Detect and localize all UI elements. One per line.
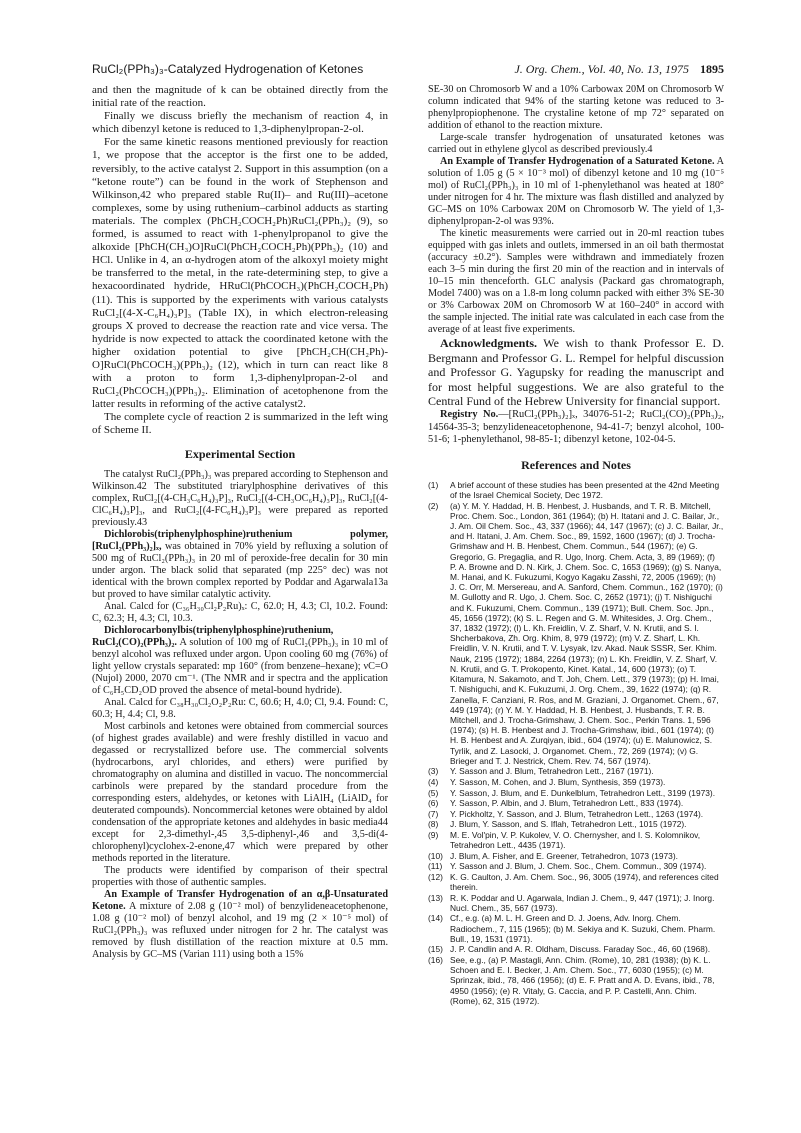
reference-text: J. Blum, Y. Sasson, and S. Iflah, Tetrahedron Lett., 1015 (1972). xyxy=(450,819,687,830)
section-heading-experimental: Experimental Section xyxy=(184,446,296,461)
reference-item xyxy=(428,913,724,944)
reference-item xyxy=(428,501,724,766)
reference-number: (6) xyxy=(428,798,439,809)
reference-item xyxy=(428,830,724,850)
reference-text: Y. Sasson and J. Blum, J. Chem. Soc., Chem. Commun., 309 (1974). xyxy=(450,861,707,872)
reference-item xyxy=(428,944,724,954)
paragraph: Finally we discuss briefly the mechanism of reaction 4, in which dibenzyl ketone is reduced to 1,3-diphenylpropan-2-ol. xyxy=(92,110,388,136)
reference-item xyxy=(428,893,724,913)
paragraph-text: A mixture of 2.08 g (10⁻² mol) of benzylideneacetophenone, 1.08 g (10⁻² mol) of benzyl alcohol, and 19 mg (2 × 10⁻⁵ mol) of RuCl₂(PPh₃)₃ was refluxed under nitrogen for 2 hr. The catalyst was removed by flush distillation of the reaction mixture at 0.5 mm. Analysis by GC–MS (Varian 111) using both a 15% xyxy=(92,900,388,960)
journal-name: J. Org. Chem., Vol. 40, No. 13, 1975 xyxy=(514,62,689,76)
reference-number: (12) xyxy=(428,871,443,882)
reference-text: R. K. Poddar and U. Agarwala, Indian J. Chem., 9, 447 (1971); J. Inorg. Nucl. Chem., 35, 567 (1973). xyxy=(450,892,715,913)
reference-number: (3) xyxy=(428,766,439,777)
registry-heading: Registry No. xyxy=(440,408,499,420)
reference-number: (2) xyxy=(428,500,439,511)
paragraph: SE-30 on Chromosorb W and a 10% Carbowax 20M on Chromosorb W column indicated that 94% of the starting ketone was reduced to 3-phenylpropiophenone. The crystaline ketone of mp 72° separated on addition of ethanol to the reaction mixture. xyxy=(428,84,724,131)
paragraph: Most carbinols and ketones were obtained from commercial sources (of highest grades available) and were freshly distilled in vacuo and degassed or recrystallized before use. The commercial solvents (hydrocarbons, aryl chlorides, and ethers) were purified by chromatography on alumina and distilled in vacuo. The noncommercial carbinols were prepared by the standard procedure from the corresponding esters, aldehydes, or ketones with LiAlH₄ (LiAlD₄ for deuterated compounds). Noncommercial ketones were obtained by aldol condensation of the appropriate ketones and aldehydes in basic media44 except for 2,3-dimethyl-,45 3,5-diphenyl-,46 and 3,5-di(4-chlorophenyl)cyclohex-2-enone,47 which were prepared by other methods reported in the literature. xyxy=(92,720,388,864)
paragraph: For the same kinetic reasons mentioned previously for reaction 1, we propose that the acceptor is the first one to be added, reversibly, to the active catalyst 2. Support in this assumption (on a “ketone route”) can be found in the work of Stephenson and Wilkinson,42 who prepared stable Ru(II)– and Ru(III)–acetone complexes, some by using ruthenium–carbinol adducts as starting materials. The complex (PhCH₂COCH₂Ph)RuCl₂(PPh₃)₂ (9), so formed, is assumed to react with 1-phenylpropanol to give the alkoxide [PhCH(CH₃)O]RuCl(PhCH₂COCH₂Ph)(PPh₃)₂ (10) and HCl. Unlike in 4, an α-hydrogen atom of the alkoxyl moiety might be transferred to the metal, in the rate-determining step, to give a hexacoordinated hydride, HRuCl(PhCOCH₃)(PhCH₂COCH₂Ph) (11). This is supported by the experiments with various catalysts RuCl₂[(4-X-C₆H₄)₃P]₃ (Table IX), in which electron-releasing groups X proved to decrease the reaction rate and vice versa. The hydride is now expected to attack the coordinated ketone with the higher oxidation potential to give [PhCH₂CH(CH₂Ph)-O]RuCl(PhCOCH₃)(PPh₃)₂ (12), which in turn can react like 8 with a proton to form 1,3-diphenylpropan-2-ol and RuCl₂(PhCOCH₃)(PPh₃)₂. Elimination of acetophenone from the latter results in reforming of the active catalyst2. xyxy=(92,136,388,411)
reference-text: (a) Y. M. Y. Haddad, H. B. Henbest, J. Husbands, and T. R. B. Mitchell, Proc. Chem. Soc., London, 361 (1964); (b) H. Itatani and J. C. Bailar, Jr., J. Am. Oil Chem. Soc., 43, 337 (1966); 44, 147 (1967); (c) J. C. Bailar, Jr., and H. Itatani, J. Am. Chem. Soc., 89, 1592, 1600 (1967); (d) J. Trocha-Grimshaw and H. B. Henbest, Chem. Commun., 544 (1967); (e) G. Gregorio, G. Pregaglia, and R. Ugo, Inorg. Chem. Acta, 3, 89 (1969); (f) P. A. Browne and D. N. Kirk, J. Chem. Soc. C, 1653 (1969); (g) S. Nanya, M. Hanai, and K. Fukuzumi, Kogyo Kagaku Zasshi, 72, 2005 (1969); (h) J. C. Orr, M. Mersereau, and A. Sanford, Chem. Commun., 162 (1970); (i) M. Gullotty and R. Ugo, J. Chem. Soc. C, 2652 (1971); (j) T. Nishiguchi and K. Fukuzumi, Chem. Commun., 139 (1971); Bull. Chem. Soc. Jpn., 45, 1656 (1972); (k) S. L. Regen and G. M. Whitesides, J. Org. Chem., 37, 1832 (1972); (l) L. Kh. Freidlin, V. Z. Sharf, V. N. Krutii, and S. I. Shcherbakova, Zh. Org. Khim, 8, 979 (1972); (m) V. Z. Sharf, L. Kh. Freidlin, V. N. Krutii, and T. V. Lysyak, Izv. Akad. Nauk SSSR, Ser. Khim. Nauk, 2195 (1972); 1884, 2264 (1973); (n) L. Kh. Freidlin, V. Z. Sharf, V. N. Krutii, and G. T. Prokopento, Kinet. Katal., 14, 600 (1973); (o) T. Kitamura, N. Sakamoto, and T. Joh, Chem. Lett., 379 (1973); (p) H. Imai, T. Nishiguchi, and K. Fukuzumi, J. Org. Chem., 39, 1622 (1974); (q) R. Zanella, F. Canziani, R. Ros, and M. Graziani, J. Organomet. Chem., 67, 449 (1974); (r) Y. M. Y. Haddad, H. B. Henbest, J. Husbands, T. R. B. Mitchell, and J. Trocha-Grimshaw, J. Chem. Soc., Perkin Trans. 1, 596 (1974); (s) H. B. Henbest and J. Trocha-Grimshaw, ibid., 601 (1974); (t) H. B. Henbest and A. Zurqiyan, ibid., 604 (1974); (u) E. Malunowicz, S. Tyrlik, and Z. Lasocki, J. Organomet. Chem., 72, 269 (1974); (v) G. Brieger and T. J. Nestrick, Chem. Rev. 74, 567 (1974). xyxy=(450,500,724,766)
reference-number: (7) xyxy=(428,808,439,819)
paragraph: The complete cycle of reaction 2 is summarized in the left wing of Scheme II. xyxy=(92,411,388,437)
reference-number: (4) xyxy=(428,776,439,787)
experimental-section xyxy=(92,469,388,961)
reference-text: Y. Pickholtz, Y. Sasson, and J. Blum, Tetrahedron Lett., 1263 (1974). xyxy=(450,808,704,819)
registry-text: —[RuCl₂(PPh₃)₂]ₓ, 34076-51-2; RuCl₂(CO)₂(PPh₃)₂, 14564-35-3; benzylideneacetophenone, 94-41-7; benzyl alcohol, 100-51-6; 1-phenylethanol, 98-85-1; dibenzyl ketone, 102-04-5. xyxy=(428,408,725,446)
reference-text: Y. Sasson, J. Blum, and E. Dunkelblum, Tetrahedron Lett., 3199 (1973). xyxy=(450,787,716,798)
paragraph-text: A solution of 100 mg of RuCl₂(PPh₃)₃ in 10 ml of benzyl alcohol was refluxed under argon. Upon cooling 60 mg (76%) of light yellow crystals separated: mp 160° (from benzene–hexane); νC=O (Nujol) 2000, 2070 cm⁻¹. (The NMR and ir spectra and the application of C₆H₅CD₂OD proved the absence of metal-bound hydride). xyxy=(92,636,388,696)
paragraph xyxy=(92,529,388,601)
acknowledgments-text: We wish to thank Professor E. D. Bergmann and Professor G. L. Rempel for helpful discussion and Professor G. Yagupsky for reading the manuscript and for most helpful suggestions. We are also grateful to the Central Fund of the Hebrew University for financial support. xyxy=(428,336,724,409)
reference-number: (8) xyxy=(428,819,439,830)
reference-number: (10) xyxy=(428,850,443,861)
reference-item xyxy=(428,777,724,787)
reference-text: A brief account of these studies has been presented at the 42nd Meeting of the Israel Chemical Society, Dec 1972. xyxy=(450,479,720,501)
reference-text: K. G. Caulton, J. Am. Chem. Soc., 96, 3005 (1974), and references cited therein. xyxy=(450,871,719,893)
reference-item xyxy=(428,872,724,892)
reference-item xyxy=(428,809,724,819)
reference-item xyxy=(428,788,724,798)
reference-item xyxy=(428,480,724,500)
run-in-heading: An Example of Transfer Hydrogenation of a Saturated Ketone. xyxy=(440,156,715,167)
reference-text: Y. Sasson and J. Blum, Tetrahedron Lett., 2167 (1971). xyxy=(450,766,654,777)
right-column xyxy=(428,84,724,1006)
paragraph: The products were identified by comparison of their spectral properties with those of authentic samples. xyxy=(92,864,388,888)
paragraph: Anal. Calcd for (C₃₆H₃₀Cl₂P₂Ru)ₓ: C, 62.0; H, 4.3; Cl, 10.2. Found: C, 62.3; H, 4.3; Cl, 10.3. xyxy=(92,600,388,624)
reference-text: J. P. Candlin and A. R. Oldham, Discuss. Faraday Soc., 46, 60 (1968). xyxy=(450,944,711,955)
run-in-heading: An Example of Transfer Hydrogenation of an α,β-Unsaturated Ketone. xyxy=(92,888,388,912)
run-in-heading: Dichlorobis(triphenylphosphine)ruthenium polymer, [RuCl₂(PPh₃)₂]ₓ, xyxy=(92,528,388,552)
paragraph xyxy=(92,625,388,697)
reference-text: Y. Sasson, P. Albin, and J. Blum, Tetrahedron Lett., 833 (1974). xyxy=(450,798,684,809)
reference-number: (14) xyxy=(428,913,443,924)
article-running-title: RuCl₂(PPh₃)₃-Catalyzed Hydrogenation of Ketones xyxy=(92,62,364,76)
paragraph: Anal. Calcd for C₃₈H₃₀Cl₂O₂P₂Ru: C, 60.6; H, 4.0; Cl, 9.4. Found: C, 60.3; H, 4.4; Cl, 9.8. xyxy=(92,696,388,720)
run-in-heading: Dichlorocarbonylbis(triphenylphosphine)ruthenium, RuCl₂(CO)₂(PPh₃)₂. xyxy=(92,624,334,648)
paragraph: and then the magnitude of k can be obtained directly from the initial rate of the reaction. xyxy=(92,84,388,110)
acknowledgments-heading: Acknowledgments. xyxy=(440,336,538,350)
paragraph xyxy=(428,156,724,228)
reference-text: See, e.g., (a) P. Mastagli, Ann. Chim. (Rome), 10, 281 (1938); (b) K. L. Schoen and E. I. Becker, J. Am. Chem. Soc., 77, 6030 (1955); (c) M. Sprinzak, ibid., 78, 466 (1956); (d) E. F. Pratt and A. D. Evans, ibid., 78, 4950 (1956); (e) R. Vitaly, G. Caccia, and P. P. Castelli, Ann. Chim. (Rome), 62, 315 (1972). xyxy=(450,955,715,1006)
reference-text: Cf., e.g. (a) M. L. H. Green and D. J. Joens, Adv. Inorg. Chem. Radiochem., 7, 115 (1965); (b) M. Sekiya and K. Suzuki, Chem. Pharm. Bull., 19, 1531 (1971). xyxy=(450,913,716,944)
references-heading: References and Notes xyxy=(521,457,631,472)
reference-number: (11) xyxy=(428,861,443,872)
paragraph: The catalyst RuCl₂(PPh₃)₃ was prepared according to Stephenson and Wilkinson.42 The substituted triarylphosphine derivatives of this complex, RuCl₂[(4-CH₃C₆H₄)₃P]₃, RuCl₂[(4-CH₃OC₆H₄)₃P]₃, RuCl₂[(4-ClC₆H₄)₃P]₃, and RuCl₂[(4-FC₆H₄)₃P]₃ were prepared as reported previously.43 xyxy=(92,468,388,528)
reference-number: (9) xyxy=(428,829,439,840)
paragraph-text: A solution of 1.05 g (5 × 10⁻³ mol) of dibenzyl ketone and 10 mg (10⁻⁵ mol) of RuCl₂(PPh₃)₃ in 10 ml of 1-phenylethanol was heated at 180° under nitrogen for 4 hr. The mixture was flash distilled and analyzed by GC–MS on 10% Carbowax 20M on Chromosorb W. The yield of 1,3-diphenylpropan-2-ol was 93%. xyxy=(428,156,724,227)
reference-item xyxy=(428,819,724,829)
paragraph: Large-scale transfer hydrogenation of unsaturated ketones was carried out in ethylene glycol as described previously.4 xyxy=(428,132,724,155)
reference-number: (5) xyxy=(428,787,439,798)
paragraph-text: was obtained in 70% yield by refluxing a solution of 500 mg of RuCl₂(PPh₃)₃ in 20 ml of peroxide-free decalin for 30 min under argon. The black solid that separated (mp 225° dec) was not identical with the brown complex reported by Poddar and Agarwala13a but proved to have similar catalytic activity. xyxy=(92,540,388,600)
reference-item xyxy=(428,851,724,861)
reference-number: (16) xyxy=(428,955,443,966)
acknowledgments xyxy=(428,336,724,409)
reference-item xyxy=(428,798,724,808)
reference-item xyxy=(428,955,724,1006)
reference-number: (13) xyxy=(428,892,443,903)
references-list xyxy=(428,480,724,1006)
journal-citation xyxy=(514,62,724,77)
reference-text: M. E. Vol'pin, V. P. Kukolev, V. O. Chernysher, and I. S. Kolomnikov, Tetrahedron Lett., 4435 (1971). xyxy=(450,829,701,851)
running-header xyxy=(92,62,724,77)
experimental-section-continued xyxy=(428,84,724,336)
reference-item xyxy=(428,861,724,871)
reference-item xyxy=(428,766,724,776)
reference-text: Y. Sasson, M. Cohen, and J. Blum, Synthesis, 359 (1973). xyxy=(450,776,666,787)
registry-numbers xyxy=(428,409,724,447)
paragraph xyxy=(92,889,388,961)
left-column xyxy=(92,84,388,961)
reference-number: (1) xyxy=(428,479,439,490)
page-number: 1895 xyxy=(700,62,724,76)
reference-number: (15) xyxy=(428,944,443,955)
paragraph: The kinetic measurements were carried out in 20-ml reaction tubes equipped with gas inlets and outlets, immersed in an oil bath thermostat (accuracy ±0.2°). Samples were withdrawn and immediately frozen each 3–5 min during the first 20 min of the reaction and in intervals of 10–15 min thenceforth. GLC analysis (Packard gas chromatograph, Model 7400) was on a 1.8-m long column packed with either 3% SE-30 or 3% Carbowax 20M on Chromosorb W at 160–240° in accord with the sample injected. The initial rate was calculated in each case from the average of at least five experiments. xyxy=(428,228,724,335)
reference-text: J. Blum, A. Fisher, and E. Greener, Tetrahedron, 1073 (1973). xyxy=(450,850,678,861)
